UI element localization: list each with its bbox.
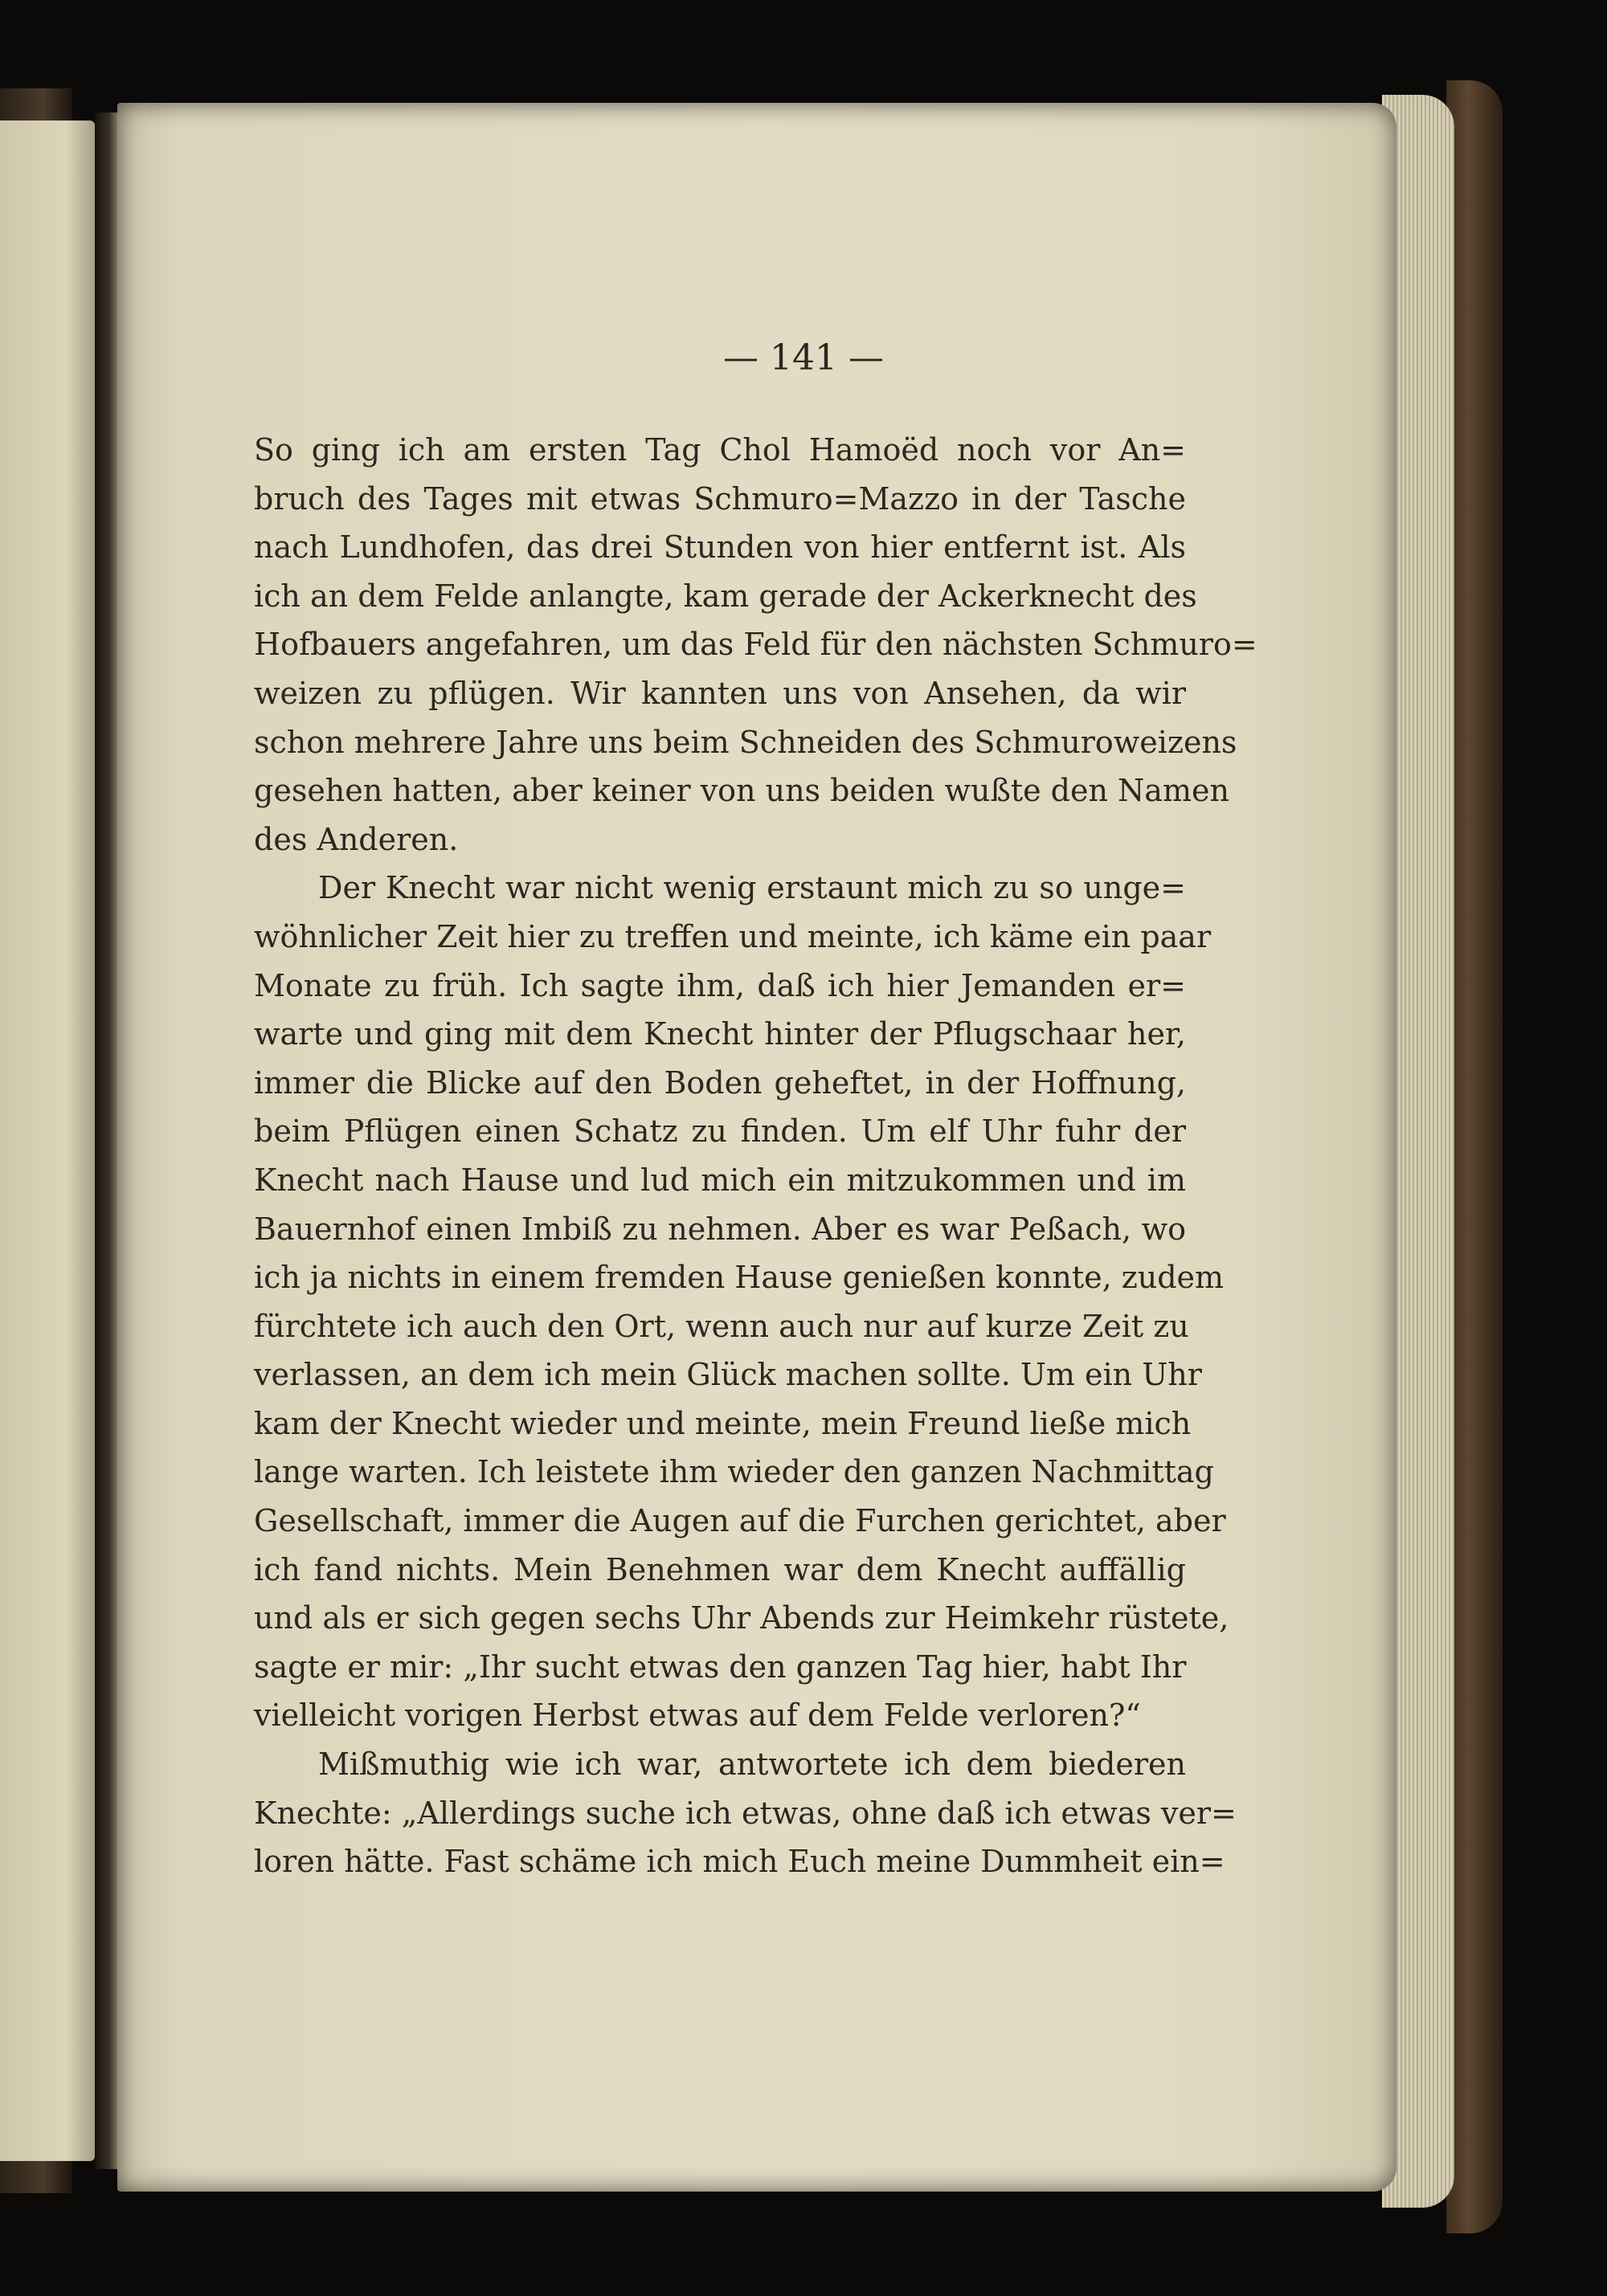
text-line: Mißmuthig wie ich war, antwortete ich dem biederen xyxy=(318,1747,1186,1783)
text-line: Knecht nach Hause und lud mich ein mitzukommen und im xyxy=(254,1162,1186,1198)
book-gutter xyxy=(95,112,119,2169)
text-line: kam der Knecht wieder und meinte, mein Freund ließe mich xyxy=(254,1405,1192,1441)
text-line: Bauernhof einen Imbiß zu nehmen. Aber es war Peßach, wo xyxy=(254,1211,1186,1247)
text-line: ich an dem Felde anlangte, kam gerade der Ackerknecht des xyxy=(254,578,1197,614)
text-line: Knechte: „Allerdings suche ich etwas, ohne daß ich etwas ver= xyxy=(254,1795,1237,1831)
text-line: gesehen hatten, aber keiner von uns beiden wußte den Namen xyxy=(254,773,1229,809)
text-line: fürchtete ich auch den Ort, wenn auch nur auf kurze Zeit zu xyxy=(254,1308,1189,1344)
text-line: So ging ich am ersten Tag Chol Hamoëd noch vor An= xyxy=(254,432,1186,468)
text-line: sagte er mir: „Ihr sucht etwas den ganzen Tag hier, habt Ihr xyxy=(254,1648,1187,1685)
text-line: Hofbauers angefahren, um das Feld für den nächsten Schmuro= xyxy=(254,627,1257,663)
text-line: lange warten. Ich leistete ihm wieder den ganzen Nachmittag xyxy=(254,1454,1214,1490)
previous-page-edge xyxy=(0,121,95,2161)
text-line: weizen zu pflügen. Wir kannten uns von Ansehen, da wir xyxy=(254,675,1186,711)
page-text xyxy=(254,426,1257,1886)
book-cover-edge xyxy=(1446,80,1503,2233)
text-line: Der Knecht war nicht wenig erstaunt mich zu so unge= xyxy=(318,870,1186,906)
text-line: bruch des Tages mit etwas Schmuro=Mazzo in der Tasche xyxy=(254,480,1186,517)
text-line: ich ja nichts in einem fremden Hause genießen konnte, zudem xyxy=(254,1260,1225,1296)
text-line: warte und ging mit dem Knecht hinter der Pflugschaar her, xyxy=(254,1016,1186,1052)
text-line: des Anderen. xyxy=(254,821,459,857)
page-number: — 141 — xyxy=(723,337,884,378)
text-line: loren hätte. Fast schäme ich mich Euch meine Dummheit ein= xyxy=(254,1844,1225,1880)
text-line: wöhnlicher Zeit hier zu treffen und meinte, ich käme ein paar xyxy=(254,918,1212,954)
text-line: vielleicht vorigen Herbst etwas auf dem Felde verloren?“ xyxy=(254,1697,1141,1734)
text-line: nach Lundhofen, das drei Stunden von hier entfernt ist. Als xyxy=(254,529,1186,566)
text-line: und als er sich gegen sechs Uhr Abends zur Heimkehr rüstete, xyxy=(254,1600,1229,1636)
text-line: schon mehrere Jahre uns beim Schneiden des Schmuroweizens xyxy=(254,724,1237,760)
text-line: immer die Blicke auf den Boden geheftet, in der Hoffnung, xyxy=(254,1064,1186,1101)
text-line: Gesellschaft, immer die Augen auf die Furchen gerichtet, aber xyxy=(254,1503,1226,1539)
text-line: ich fand nichts. Mein Benehmen war dem Knecht auffällig xyxy=(254,1551,1186,1587)
text-line: Monate zu früh. Ich sagte ihm, daß ich hier Jemanden er= xyxy=(254,967,1186,1003)
text-line: beim Pflügen einen Schatz zu finden. Um elf Uhr fuhr der xyxy=(254,1113,1186,1150)
text-line: verlassen, an dem ich mein Glück machen sollte. Um ein Uhr xyxy=(254,1357,1202,1393)
